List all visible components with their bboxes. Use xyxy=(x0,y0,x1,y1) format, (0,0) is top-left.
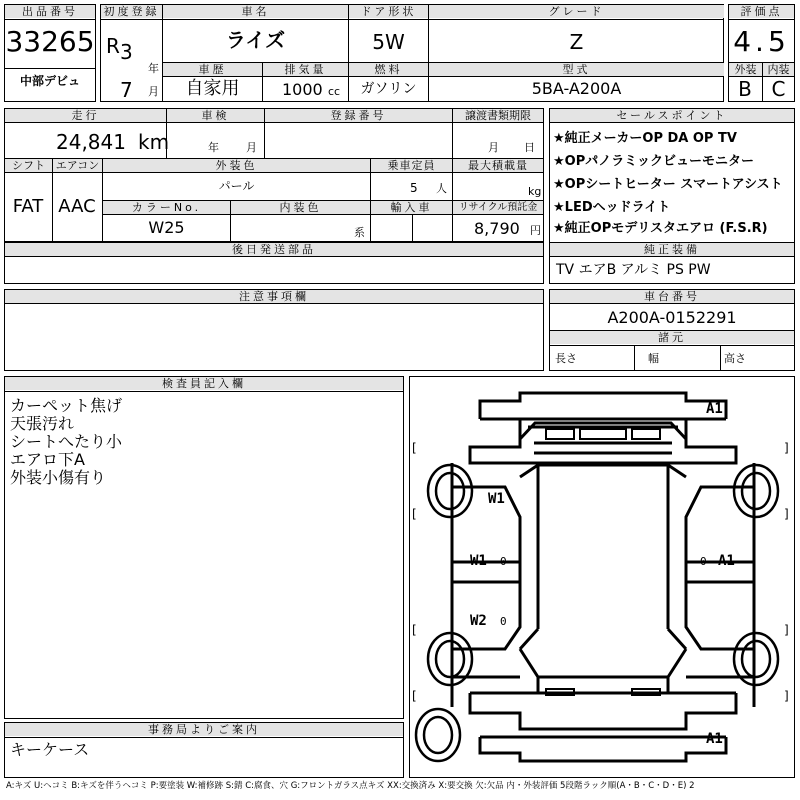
legend: A:キズ U:ヘコミ B:キズを伴うヘコミ P:要塗装 W:補修跡 S:錆 C:腐食、穴 G:フロントガラス点キズ XX:交換済み X:要交換 欠:欠品 内・外装評価 5段階ラック順(A・B・C・D・E) 2 xyxy=(6,781,695,791)
bracket-close: ] xyxy=(784,623,789,637)
car-name: ライズ xyxy=(225,28,286,52)
office-label: 事務局よりご案内 xyxy=(5,723,403,736)
mark-front-left: W1 xyxy=(488,491,505,507)
ext-grade: B xyxy=(738,77,752,101)
lot-label: 出品番号 xyxy=(5,5,95,18)
bracket-open: [ xyxy=(412,507,417,521)
mark-rear-bumper: A1 xyxy=(706,731,723,747)
bracket-close: ] xyxy=(784,441,789,455)
chassis-label: 車台番号 xyxy=(550,290,794,303)
bracket-open: [ xyxy=(412,441,417,455)
recycle-label: リサイクル預託金 xyxy=(453,201,543,214)
office-note: キーケース xyxy=(10,740,90,759)
capacity: 5 xyxy=(410,181,418,195)
capacity-unit: 人 xyxy=(436,182,447,195)
car-outline xyxy=(410,377,796,779)
mark-left-front-door: W1 xyxy=(470,553,487,569)
mark-front-bumper: A1 xyxy=(706,401,723,417)
door-type: 5W xyxy=(372,30,405,54)
sales-point-item: ★OPシートヒーター スマートアシスト xyxy=(553,177,783,192)
mark-left-rear-door: W2 xyxy=(470,613,487,629)
equipment-value: TV エアB アルミ PS PW xyxy=(556,262,711,278)
fuel: ガソリン xyxy=(360,81,417,97)
dimensions-label: 諸元 xyxy=(550,331,794,344)
fuel-label: 燃料 xyxy=(349,63,428,76)
model-label: 型式 xyxy=(429,63,724,76)
mark-left-front-door-extra: 0 xyxy=(500,555,507,568)
remark-line: シートへたり小 xyxy=(10,432,123,451)
car-name-label: 車名 xyxy=(163,5,348,18)
displacement: 1000 xyxy=(282,80,323,99)
bracket-close: ] xyxy=(784,507,789,521)
inspection-month-unit: 月 xyxy=(246,141,257,154)
damage-diagram xyxy=(409,376,795,778)
spec-box xyxy=(4,108,544,242)
history: 自家用 xyxy=(185,78,240,99)
width-label: 幅 xyxy=(648,352,659,365)
grade: Z xyxy=(569,30,584,54)
bracket-close: ] xyxy=(784,689,789,703)
inspection-year-unit: 年 xyxy=(208,141,219,154)
import-label: 輸入車 xyxy=(371,201,452,214)
aircon: AAC xyxy=(58,196,96,217)
mark-right-front-door: A1 xyxy=(718,553,735,569)
mileage-label: 走行 xyxy=(5,109,166,122)
ext-color-label: 外装色 xyxy=(103,159,370,172)
era: R xyxy=(106,34,120,58)
score: 4.5 xyxy=(733,25,790,58)
int-color-label: 内装色 xyxy=(231,201,370,214)
max-load-label: 最大積載量 xyxy=(453,159,543,172)
first-reg-label: 初度登録 xyxy=(101,5,162,18)
recycle-unit: 円 xyxy=(530,224,541,237)
displacement-unit: cc xyxy=(328,85,341,98)
color-no: W25 xyxy=(148,218,185,237)
int-grade-label: 内装 xyxy=(763,63,794,76)
inspection-label: 車検 xyxy=(167,109,264,122)
remark-line: カーペット焦げ xyxy=(10,396,123,415)
displacement-label: 排気量 xyxy=(263,63,348,76)
grade-label: グレード xyxy=(429,5,724,18)
recycle-fee: 8,790 xyxy=(474,219,520,238)
mark-left-rear-door-extra: 0 xyxy=(500,615,507,628)
mileage-unit: km xyxy=(138,130,170,154)
shift-label: シフト xyxy=(5,159,52,172)
equipment-label: 純正装備 xyxy=(550,243,794,256)
sales-point-item: ★OPパノラミックビューモニター xyxy=(553,154,754,169)
model-code: 5BA-A200A xyxy=(531,79,622,98)
mileage: 24,841 xyxy=(56,130,126,154)
reg-month: 7 xyxy=(120,78,133,102)
ext-grade-label: 外装 xyxy=(729,63,762,76)
int-grade: C xyxy=(771,77,786,101)
month-unit: 月 xyxy=(148,85,159,98)
year-unit: 年 xyxy=(148,62,159,75)
bracket-open: [ xyxy=(412,689,417,703)
transfer-day-unit: 日 xyxy=(524,141,535,154)
score-label: 評価点 xyxy=(729,5,794,18)
mark-right-front-door-extra: 0 xyxy=(700,555,707,568)
length-label: 長さ xyxy=(555,352,577,365)
ext-color: パール xyxy=(218,179,255,193)
remark-line: 外装小傷有り xyxy=(10,468,107,487)
aircon-label: エアコン xyxy=(53,159,102,172)
lot-number: 33265 xyxy=(5,25,95,58)
transfer-label: 譲渡書類期限 xyxy=(453,109,543,122)
inspector-label: 検査員記入欄 xyxy=(5,377,403,390)
color-no-label: カラーNo. xyxy=(103,201,230,214)
notes-label: 注意事項欄 xyxy=(5,290,543,303)
reg-no-label: 登録番号 xyxy=(265,109,452,122)
door-label: ドア形状 xyxy=(349,5,428,18)
chassis-number: A200A-0152291 xyxy=(607,308,737,327)
int-color-unit: 系 xyxy=(354,226,365,239)
max-load-unit: kg xyxy=(528,185,542,198)
history-label: 車歴 xyxy=(163,63,262,76)
height-label: 高さ xyxy=(724,352,746,365)
remark-line: 天張汚れ xyxy=(10,414,75,433)
capacity-label: 乗車定員 xyxy=(371,159,452,172)
remark-line: エアロ下A xyxy=(10,450,85,469)
reg-year: 3 xyxy=(120,40,133,64)
debut-label: 中部デビュ xyxy=(19,74,80,88)
shift: FAT xyxy=(12,196,44,217)
transfer-month-unit: 月 xyxy=(488,141,499,154)
sales-points-label: セールスポイント xyxy=(550,109,794,122)
bracket-open: [ xyxy=(412,623,417,637)
later-parts-label: 後日発送部品 xyxy=(5,243,543,256)
sales-point-item: ★純正OPモデリスタエアロ (F.S.R) xyxy=(553,221,768,236)
sales-point-item: ★純正メーカーOP DA OP TV xyxy=(553,131,737,146)
sales-point-item: ★LEDヘッドライト xyxy=(553,200,671,215)
